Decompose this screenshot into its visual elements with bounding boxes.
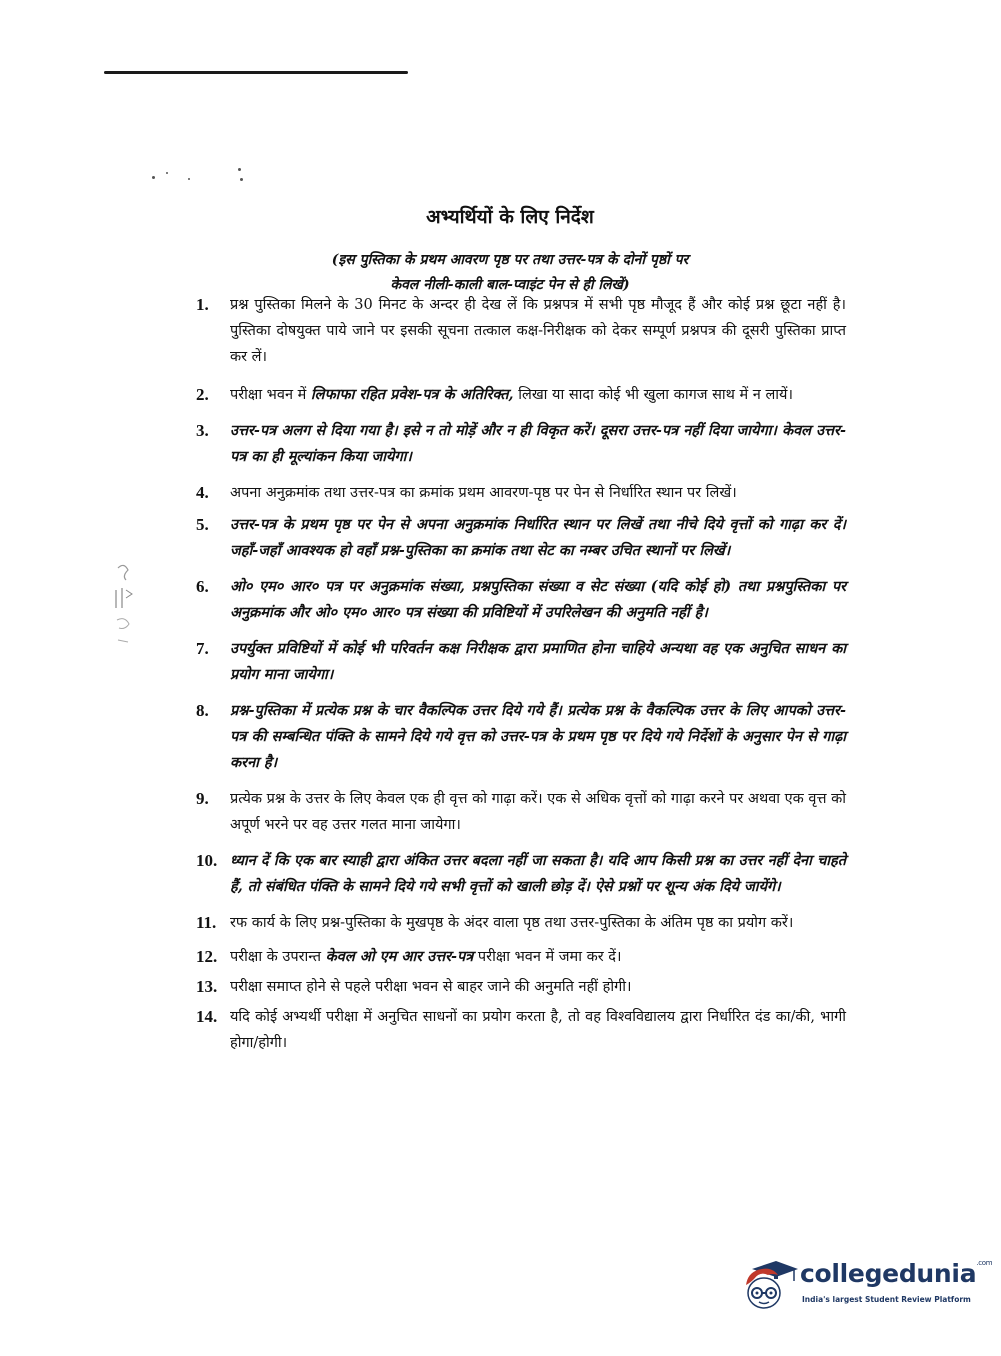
page-title: अभ्यर्थियों के लिए निर्देश (426, 206, 594, 228)
instruction-item (196, 974, 846, 1000)
instruction-item (196, 786, 846, 838)
instruction-text: परीक्षा समाप्त होने से पहले परीक्षा भवन से बाहर जाने की अनुमति नहीं होगी। (230, 979, 632, 995)
logo-dotcom: .com (976, 1259, 993, 1267)
instruction-text: प्रश्न पुस्तिका मिलने के 30 मिनट के अन्दर ही देख लें कि प्रश्नपत्र में सभी पृष्ठ मौजूद हैं और कोई प्रश्न छूटा नहीं है। पुस्तिका दोषयुक्त पाये जाने पर इसकी सूचना तत्काल कक्ष-निरीक्षक को देकर सम्पूर्ण प्रश्नपत्र की दूसरी पुस्तिका प्राप्त कर लें। (230, 297, 846, 365)
instruction-item (196, 418, 846, 470)
instruction-text: यदि कोई अभ्यर्थी परीक्षा में अनुचित साधनों का प्रयोग करता है, तो वह विश्वविद्यालय द्वारा निर्धारित दंड का/की, भागी होगा/होगी। (230, 1009, 846, 1051)
instruction-text-part: परीक्षा भवन में (230, 387, 311, 403)
logo-tagline: India's largest Student Review Platform (802, 1295, 971, 1304)
instruction-item (196, 1004, 846, 1056)
instruction-text (230, 382, 846, 408)
instruction-item (196, 698, 846, 776)
instruction-item (196, 512, 846, 564)
instruction-text: ओ० एम० आर० पत्र पर अनुक्रमांक संख्या, प्रश्नपुस्तिका संख्या व सेट संख्या (यदि कोई हो) तथा प्रश्नपुस्तिका पर अनुक्रमांक और ओ० एम० आर० पत्र संख्या की प्रविष्टियों में उपरिलेखन की अनुमति नहीं है। (230, 578, 846, 621)
instruction-text: प्रत्येक प्रश्न के उत्तर के लिए केवल एक ही वृत्त को गाढ़ा करें। एक से अधिक वृत्तों को गाढ़ा करने पर अथवा एक वृत्त को अपूर्ण भरने पर वह उत्तर गलत माना जायेगा। (230, 791, 846, 833)
instruction-number: 7. (196, 639, 209, 658)
instruction-number: 11. (196, 913, 217, 932)
instruction-number: 9. (196, 789, 209, 808)
instruction-number: 4. (196, 483, 209, 502)
instruction-number: 5. (196, 515, 209, 534)
top-rule (104, 71, 408, 74)
instruction-item (196, 636, 846, 688)
instruction-number: 14. (196, 1007, 218, 1026)
instruction-item (196, 480, 846, 506)
instruction-text-part: लिखा या सादा कोई भी खुला कागज साथ में न लायें। (513, 387, 793, 403)
instruction-item (196, 574, 846, 626)
instruction-number: 8. (196, 701, 209, 720)
margin-marks (112, 560, 142, 660)
instruction-text: रफ कार्य के लिए प्रश्न-पुस्तिका के मुखपृष्ठ के अंदर वाला पृष्ठ तथा उत्तर-पुस्तिका के अंतिम पृष्ठ का प्रयोग करें। (230, 915, 794, 931)
instruction-number: 13. (196, 977, 218, 996)
instruction-text: उत्तर-पत्र के प्रथम पृष्ठ पर पेन से अपना अनुक्रमांक निर्धारित स्थान पर लिखें तथा नीचे दिये वृत्तों को गाढ़ा कर दें। जहाँ-जहाँ आवश्यक हो वहाँ प्रश्न-पुस्तिका का क्रमांक तथा सेट का नम्बर उचित स्थानों पर लिखें। (230, 516, 846, 559)
instruction-text-part: परीक्षा के उपरान्त (230, 949, 326, 965)
logo-wordmark (800, 1259, 992, 1288)
instruction-text: उत्तर-पत्र अलग से दिया गया है। इसे न तो मोड़ें और न ही विकृत करें। दूसरा उत्तर-पत्र नहीं दिया जायेगा। केवल उत्तर-पत्र का ही मूल्यांकन किया जायेगा। (230, 422, 846, 465)
instruction-text: अपना अनुक्रमांक तथा उत्तर-पत्र का क्रमांक प्रथम आवरण-पृष्ठ पर पेन से निर्धारित स्थान पर लिखें। (230, 485, 737, 501)
subtitle (220, 248, 800, 298)
instruction-number: 1. (196, 295, 209, 314)
instruction-text (230, 944, 846, 970)
instruction-number: 3. (196, 421, 209, 440)
instruction-list (196, 292, 846, 1056)
student-mascot-icon (742, 1255, 800, 1313)
instruction-number: 2. (196, 385, 209, 404)
instruction-text-part: परीक्षा भवन में जमा कर दें। (473, 949, 622, 965)
instruction-emphasis: लिफाफा रहित प्रवेश-पत्र के अतिरिक्त, (310, 386, 514, 403)
instruction-item (196, 944, 846, 970)
instruction-text: प्रश्न-पुस्तिका में प्रत्येक प्रश्न के चार वैकल्पिक उत्तर दिये गये हैं। प्रत्येक प्रश्न के वैकल्पिक उत्तर के लिए आपको उत्तर-पत्र की सम्बन्धित पंक्ति के सामने दिये गये वृत्त को उत्तर-पत्र के प्रथम पृष्ठ पर दिये गये निर्देशों के अनुसार पेन से गाढ़ा करना है। (230, 702, 846, 771)
scan-specks (150, 166, 250, 186)
instruction-text: उपर्युक्त प्रविष्टियों में कोई भी परिवर्तन कक्ष निरीक्षक द्वारा प्रमाणित होना चाहिये अन्यथा वह एक अनुचित साधन का प्रयोग माना जायेगा। (230, 640, 846, 683)
instruction-item (196, 382, 846, 408)
collegedunia-logo (742, 1255, 993, 1315)
instruction-item (196, 910, 846, 936)
instruction-number: 10. (196, 851, 218, 870)
logo-name: collegedunia (800, 1259, 977, 1288)
instruction-item (196, 292, 846, 370)
subtitle-line-2: केवल नीली-काली बाल-प्वाइंट पेन से ही लिखें) (390, 277, 630, 293)
instruction-number: 6. (196, 577, 209, 596)
instruction-item (196, 848, 846, 900)
instruction-emphasis: केवल ओ एम आर उत्तर-पत्र (325, 948, 474, 965)
instruction-number: 12. (196, 947, 218, 966)
subtitle-line-1: (इस पुस्तिका के प्रथम आवरण पृष्ठ पर तथा उत्तर-पत्र के दोनों पृष्ठों पर (331, 252, 689, 268)
instruction-text: ध्यान दें कि एक बार स्याही द्वारा अंकित उत्तर बदला नहीं जा सकता है। यदि आप किसी प्रश्न का उत्तर नहीं देना चाहते हैं, तो संबंधित पंक्ति के सामने दिये गये सभी वृत्तों को खाली छोड़ दें। ऐसे प्रश्नों पर शून्य अंक दिये जायेंगे। (230, 852, 846, 895)
